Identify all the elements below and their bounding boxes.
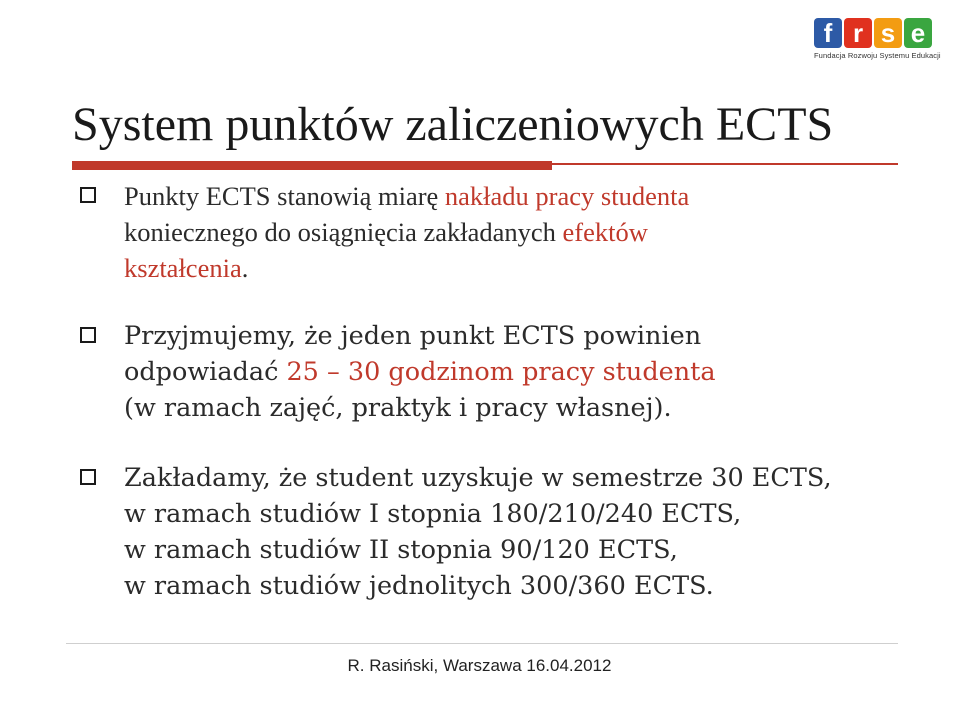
bullet-text-segment: Zakładamy, że student uzyskuje w semestrze 30 ECTS, bbox=[124, 463, 832, 493]
logo-tile-e: e bbox=[904, 18, 932, 48]
title-underline-thick bbox=[72, 161, 552, 170]
slide-title: System punktów zaliczeniowych ECTS bbox=[72, 98, 834, 151]
bullet-line bbox=[124, 250, 900, 286]
logo-subtitle: Fundacja Rozwoju Systemu Edukacji bbox=[814, 51, 941, 60]
bullet-line bbox=[124, 214, 900, 250]
highlighted-text: nakładu pracy studenta bbox=[444, 181, 690, 211]
footer bbox=[0, 656, 959, 676]
title-underline-thin bbox=[552, 163, 898, 165]
bullet-ects-definition bbox=[80, 178, 900, 286]
highlighted-text: kształcenia bbox=[124, 253, 242, 283]
logo-tile-f: f bbox=[814, 18, 842, 48]
bullet-ects-hours bbox=[80, 318, 900, 426]
logo-tiles bbox=[814, 18, 940, 48]
bullet-line bbox=[124, 568, 900, 604]
bullet-square-icon bbox=[80, 327, 96, 343]
bullet-text bbox=[124, 318, 900, 426]
bullet-ects-totals bbox=[80, 460, 900, 604]
logo-tile-s: s bbox=[874, 18, 902, 48]
highlighted-text: efektów bbox=[562, 217, 648, 247]
bullet-text-segment: . bbox=[241, 253, 249, 283]
bullet-line bbox=[124, 496, 900, 532]
bullet-line bbox=[124, 354, 900, 390]
bullet-text-segment: (w ramach zajęć, praktyk i pracy własnej). bbox=[124, 393, 672, 423]
bullet-text-segment: koniecznego do osiągnięcia zakładanych bbox=[124, 217, 563, 247]
bullet-text-segment: Punkty ECTS stanowią miarę bbox=[124, 181, 445, 211]
footer-author-date: R. Rasiński, Warszawa 16.04.2012 bbox=[347, 656, 612, 675]
bullet-square-icon bbox=[80, 469, 96, 485]
frse-logo bbox=[814, 18, 940, 64]
bullet-text bbox=[124, 178, 900, 286]
bullet-line bbox=[124, 318, 900, 354]
bullet-line bbox=[124, 460, 900, 496]
bullet-text-segment: w ramach studiów I stopnia 180/210/240 ECTS, bbox=[124, 499, 742, 529]
bullet-text-segment: odpowiadać bbox=[124, 357, 287, 387]
bullet-text-segment: Przyjmujemy, że jeden punkt ECTS powinien bbox=[124, 321, 702, 351]
bullet-square-icon bbox=[80, 187, 96, 203]
bullet-text-segment: w ramach studiów jednolitych 300/360 ECTS. bbox=[124, 571, 714, 601]
logo-tile-r: r bbox=[844, 18, 872, 48]
footer-divider bbox=[66, 643, 898, 644]
highlighted-text: 25 – 30 godzinom pracy studenta bbox=[286, 357, 716, 387]
bullet-text-segment: w ramach studiów II stopnia 90/120 ECTS, bbox=[124, 535, 678, 565]
bullet-line bbox=[124, 178, 900, 214]
bullet-text bbox=[124, 460, 900, 604]
bullet-line bbox=[124, 532, 900, 568]
bullet-line bbox=[124, 390, 900, 426]
